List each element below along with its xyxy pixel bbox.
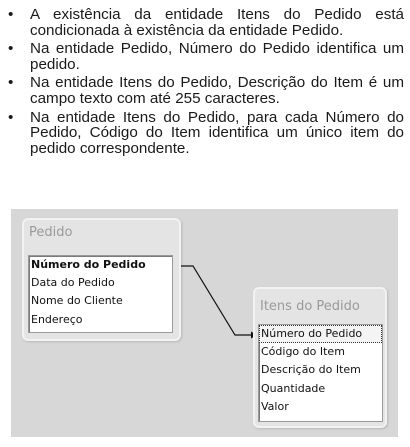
field-endereco[interactable]: Endereço: [31, 312, 83, 326]
entity-itens-field-list[interactable]: [258, 324, 383, 422]
field-valor[interactable]: Valor: [261, 399, 289, 413]
field-quantidade[interactable]: Quantidade: [261, 381, 326, 395]
entity-itens-title: Itens do Pedido: [260, 299, 360, 314]
field-codigo-do-item[interactable]: Código do Item: [261, 345, 345, 359]
statement-item: [4, 41, 404, 72]
statement-item: [4, 110, 404, 157]
statement-text: Na entidade Itens do Pedido, Descrição do Item é um campo texto com até 255 caracteres.: [30, 74, 404, 107]
field-data-do-pedido[interactable]: Data do Pedido: [31, 276, 115, 290]
entity-itens-do-pedido[interactable]: [253, 287, 387, 428]
field-numero-do-pedido[interactable]: Número do Pedido: [31, 258, 146, 271]
field-descricao-do-item[interactable]: Descrição do Item: [261, 363, 361, 377]
statement-text: Na entidade Itens do Pedido, para cada Número do Pedido, Código do Item identifica um único item do pedido correspondente.: [30, 108, 404, 157]
entity-pedido-title: Pedido: [29, 225, 73, 240]
statement-list: [4, 7, 404, 159]
field-nome-do-cliente[interactable]: Nome do Cliente: [31, 294, 123, 308]
bullet-icon: •: [8, 6, 14, 23]
field-itens-numero-do-pedido[interactable]: Número do Pedido: [259, 325, 382, 343]
entity-pedido[interactable]: [22, 218, 181, 341]
statement-text: A existência da entidade Itens do Pedido está condicionada à existência da entidade Pedido.: [30, 6, 404, 39]
bullet-icon: •: [8, 74, 14, 92]
bullet-icon: •: [8, 40, 14, 58]
bullet-icon: •: [8, 108, 14, 126]
relationship-diagram: [11, 209, 398, 437]
statement-item: [4, 75, 404, 106]
entity-pedido-field-list[interactable]: [28, 255, 173, 333]
statement-text: Na entidade Pedido, Número do Pedido identifica um pedido.: [30, 40, 404, 73]
statement-item: [4, 7, 404, 38]
